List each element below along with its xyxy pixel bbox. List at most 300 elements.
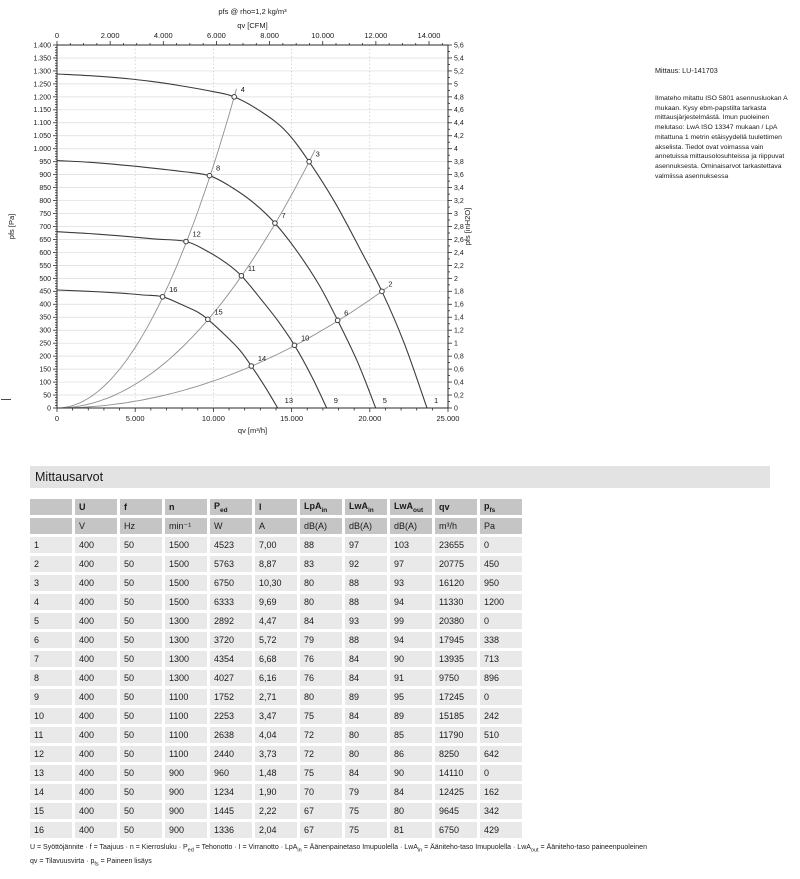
fan-curve bbox=[57, 74, 427, 408]
tick-label-right: 2 bbox=[454, 275, 458, 283]
table-row bbox=[30, 822, 522, 838]
page-fold-mark bbox=[1, 399, 11, 400]
table-cell: 84 bbox=[345, 670, 387, 686]
row-number-cell: 15 bbox=[30, 803, 72, 819]
table-cell: 900 bbox=[165, 784, 207, 800]
tick-label-top: 10.000 bbox=[311, 31, 335, 40]
tick-label-right: 4,2 bbox=[454, 133, 464, 141]
table-cell: 95 bbox=[390, 689, 432, 705]
table-cell: 91 bbox=[390, 670, 432, 686]
table-cell: 93 bbox=[345, 613, 387, 629]
table-cell: 342 bbox=[480, 803, 522, 819]
column-unit: m³/h bbox=[435, 518, 477, 534]
table-cell: 400 bbox=[75, 765, 117, 781]
table-cell: 1500 bbox=[165, 575, 207, 591]
table-cell: 90 bbox=[390, 765, 432, 781]
table-cell: 50 bbox=[120, 822, 162, 838]
system-resistance-curve bbox=[59, 284, 388, 408]
operating-point-label: 6 bbox=[344, 308, 349, 318]
tick-label-top: 6.000 bbox=[207, 31, 226, 40]
table-cell: 80 bbox=[345, 746, 387, 762]
measurement-values-section bbox=[30, 466, 770, 869]
table-cell: 85 bbox=[390, 727, 432, 743]
operating-point-label: 15 bbox=[214, 307, 223, 317]
operating-point-marker bbox=[184, 239, 189, 244]
table-row bbox=[30, 727, 522, 743]
table-cell: 86 bbox=[390, 746, 432, 762]
table-cell: 50 bbox=[120, 689, 162, 705]
table-cell: 72 bbox=[300, 746, 342, 762]
table-cell: 50 bbox=[120, 556, 162, 572]
operating-point-label: 16 bbox=[169, 284, 178, 294]
table-cell: 400 bbox=[75, 670, 117, 686]
table-cell: 1445 bbox=[210, 803, 252, 819]
table-cell: 1752 bbox=[210, 689, 252, 705]
tick-label-left: 350 bbox=[39, 314, 51, 322]
fan-curve bbox=[57, 161, 376, 408]
table-cell: 80 bbox=[300, 575, 342, 591]
table-cell: 50 bbox=[120, 594, 162, 610]
table-cell: 75 bbox=[300, 708, 342, 724]
tick-label-right: 3,4 bbox=[454, 185, 464, 193]
table-cell: 9750 bbox=[435, 670, 477, 686]
tick-label-left: 900 bbox=[39, 172, 51, 180]
table-cell: 2892 bbox=[210, 613, 252, 629]
tick-label-left: 1.300 bbox=[33, 68, 51, 76]
table-cell: 50 bbox=[120, 803, 162, 819]
tick-label-left: 1.200 bbox=[33, 94, 51, 102]
tick-label-left: 1.350 bbox=[33, 55, 51, 63]
tick-label-left: 850 bbox=[39, 185, 51, 193]
table-cell: 400 bbox=[75, 708, 117, 724]
tick-label-top: 8.000 bbox=[260, 31, 279, 40]
table-units-row bbox=[30, 518, 522, 534]
table-cell: 67 bbox=[300, 822, 342, 838]
table-cell: 1234 bbox=[210, 784, 252, 800]
table-row bbox=[30, 594, 522, 610]
table-cell: 950 bbox=[480, 575, 522, 591]
row-number-cell: 2 bbox=[30, 556, 72, 572]
table-cell: 50 bbox=[120, 537, 162, 553]
table-cell: 400 bbox=[75, 651, 117, 667]
operating-point-marker bbox=[160, 294, 165, 299]
fan-curve bbox=[57, 290, 278, 408]
table-cell: 81 bbox=[390, 822, 432, 838]
tick-label-right: 0,2 bbox=[454, 392, 464, 400]
table-cell: 1,48 bbox=[255, 765, 297, 781]
table-cell: 50 bbox=[120, 613, 162, 629]
table-cell: 429 bbox=[480, 822, 522, 838]
table-cell: 76 bbox=[300, 670, 342, 686]
table-cell: 1500 bbox=[165, 594, 207, 610]
table-cell: 4354 bbox=[210, 651, 252, 667]
tick-label-right: 5,2 bbox=[454, 68, 464, 76]
row-number-cell: 12 bbox=[30, 746, 72, 762]
row-number-cell: 16 bbox=[30, 822, 72, 838]
tick-label-bottom: 20.000 bbox=[358, 414, 382, 423]
table-cell: 2440 bbox=[210, 746, 252, 762]
footnote-line-1: U = Syöttöjännite · f = Taajuus · n = Kierrosluku · $P_{ed}$ = Tehonotto · I = Virranotto · LpA$_{in}$ = Äänenpainetaso Imupuolella · LwA$_{in}$ = Ääniteho-taso Imupuolella · LwA$_{out}$ = Ääniteho-taso paineenpuoleinen bbox=[30, 844, 647, 854]
table-cell: 6333 bbox=[210, 594, 252, 610]
table-cell: 80 bbox=[300, 594, 342, 610]
table-row bbox=[30, 689, 522, 705]
table-cell: 88 bbox=[345, 594, 387, 610]
table-cell: 75 bbox=[300, 765, 342, 781]
tick-label-top: 14.000 bbox=[417, 31, 441, 40]
fan-performance-chart bbox=[0, 0, 540, 445]
table-row bbox=[30, 556, 522, 572]
table-cell: 1100 bbox=[165, 727, 207, 743]
table-cell: 4523 bbox=[210, 537, 252, 553]
table-cell: 2,71 bbox=[255, 689, 297, 705]
table-cell: 11330 bbox=[435, 594, 477, 610]
tick-label-right: 4 bbox=[454, 146, 458, 154]
table-cell: 400 bbox=[75, 556, 117, 572]
table-cell: 90 bbox=[390, 651, 432, 667]
tick-label-bottom: 0 bbox=[54, 414, 60, 423]
table-cell: 4027 bbox=[210, 670, 252, 686]
column-header: I bbox=[255, 499, 297, 515]
tick-label-left: 1.150 bbox=[33, 107, 51, 115]
table-cell: 5,72 bbox=[255, 632, 297, 648]
tick-label-right: 0,6 bbox=[454, 366, 464, 374]
tick-label-right: 3,2 bbox=[454, 197, 464, 205]
tick-label-left: 650 bbox=[39, 236, 51, 244]
table-cell: 79 bbox=[300, 632, 342, 648]
operating-point-marker bbox=[335, 318, 340, 323]
table-cell: 1300 bbox=[165, 651, 207, 667]
table-cell: 9645 bbox=[435, 803, 477, 819]
operating-point-label: 5 bbox=[382, 396, 387, 405]
column-header: $P_{ed}$ bbox=[210, 499, 252, 515]
table-cell: 900 bbox=[165, 822, 207, 838]
table-cell: 8250 bbox=[435, 746, 477, 762]
table-cell: 1100 bbox=[165, 708, 207, 724]
table-row bbox=[30, 803, 522, 819]
bottom-axis-title: qv [m³/h] bbox=[237, 426, 268, 435]
system-resistance-curve bbox=[59, 89, 237, 408]
operating-point-label: 1 bbox=[433, 396, 439, 405]
operating-point-marker bbox=[239, 273, 244, 278]
table-cell: 400 bbox=[75, 784, 117, 800]
tick-label-right: 1 bbox=[454, 340, 458, 348]
table-cell: 10,30 bbox=[255, 575, 297, 591]
column-unit: dB(A) bbox=[390, 518, 432, 534]
tick-label-left: 1.400 bbox=[33, 42, 51, 50]
table-cell: 400 bbox=[75, 537, 117, 553]
table-cell: 400 bbox=[75, 803, 117, 819]
table-cell: 0 bbox=[480, 613, 522, 629]
row-number-cell: 13 bbox=[30, 765, 72, 781]
fan-curve bbox=[57, 229, 327, 408]
table-cell: 50 bbox=[120, 727, 162, 743]
table-cell: 88 bbox=[345, 632, 387, 648]
tick-label-top: 0 bbox=[54, 31, 60, 40]
tick-label-left: 450 bbox=[39, 288, 51, 296]
column-header: LwA$_{out}$ bbox=[390, 499, 432, 515]
table-row bbox=[30, 575, 522, 591]
table-cell: 79 bbox=[345, 784, 387, 800]
table-cell: 50 bbox=[120, 784, 162, 800]
operating-point-marker bbox=[249, 364, 254, 369]
table-cell: 400 bbox=[75, 594, 117, 610]
operating-point-label: 11 bbox=[247, 263, 256, 273]
section-title: Mittausarvot bbox=[30, 466, 770, 488]
tick-label-bottom: 25.000 bbox=[436, 414, 460, 423]
table-cell: 67 bbox=[300, 803, 342, 819]
tick-label-right: 0,4 bbox=[454, 379, 464, 387]
tick-label-left: 100 bbox=[39, 379, 51, 387]
tick-label-left: 1.250 bbox=[33, 81, 51, 89]
tick-label-right: 5 bbox=[454, 81, 458, 89]
tick-label-left: 250 bbox=[39, 340, 51, 348]
tick-label-right: 2,2 bbox=[454, 262, 464, 270]
tick-label-bottom: 15.000 bbox=[280, 414, 304, 423]
tick-label-left: 950 bbox=[39, 159, 51, 167]
row-number-cell: 6 bbox=[30, 632, 72, 648]
row-number-cell: 3 bbox=[30, 575, 72, 591]
tick-label-left: 700 bbox=[39, 223, 51, 231]
row-number-cell: 1 bbox=[30, 537, 72, 553]
column-unit: dB(A) bbox=[300, 518, 342, 534]
table-cell: 1300 bbox=[165, 613, 207, 629]
table-cell: 338 bbox=[480, 632, 522, 648]
table-cell: 50 bbox=[120, 575, 162, 591]
row-number-cell: 14 bbox=[30, 784, 72, 800]
operating-point-label: 9 bbox=[333, 396, 338, 405]
table-cell: 83 bbox=[300, 556, 342, 572]
table-cell: 1100 bbox=[165, 689, 207, 705]
table-cell: 92 bbox=[345, 556, 387, 572]
table-cell: 103 bbox=[390, 537, 432, 553]
table-cell: 50 bbox=[120, 708, 162, 724]
operating-point-marker bbox=[292, 343, 297, 348]
column-header: n bbox=[165, 499, 207, 515]
table-row bbox=[30, 670, 522, 686]
tick-label-top: 12.000 bbox=[364, 31, 388, 40]
tick-label-left: 800 bbox=[39, 197, 51, 205]
table-cell: 50 bbox=[120, 746, 162, 762]
operating-point-label: 7 bbox=[281, 211, 286, 221]
tick-label-left: 150 bbox=[39, 366, 51, 374]
footnote-line-2: qv = Tilavuusvirta · $p_{fs}$ = Paineen lisäys bbox=[30, 857, 152, 868]
table-cell: 97 bbox=[345, 537, 387, 553]
tick-label-bottom: 10.000 bbox=[201, 414, 225, 423]
table-row bbox=[30, 746, 522, 762]
operating-point-marker bbox=[207, 173, 212, 178]
table-cell: 70 bbox=[300, 784, 342, 800]
table-cell: 84 bbox=[345, 651, 387, 667]
tick-label-left: 1.000 bbox=[33, 146, 51, 154]
row-number-cell: 9 bbox=[30, 689, 72, 705]
operating-point-label: 13 bbox=[284, 396, 294, 405]
table-corner-cell bbox=[30, 518, 72, 534]
operating-point-marker bbox=[273, 221, 278, 226]
tick-label-right: 5,4 bbox=[454, 55, 464, 63]
table-cell: 6,68 bbox=[255, 651, 297, 667]
table-cell: 75 bbox=[345, 803, 387, 819]
row-number-cell: 10 bbox=[30, 708, 72, 724]
table-row bbox=[30, 765, 522, 781]
operating-point-marker bbox=[206, 317, 211, 322]
table-cell: 2638 bbox=[210, 727, 252, 743]
table-cell: 400 bbox=[75, 822, 117, 838]
table-cell: 713 bbox=[480, 651, 522, 667]
table-cell: 1100 bbox=[165, 746, 207, 762]
table-cell: 20380 bbox=[435, 613, 477, 629]
tick-label-left: 400 bbox=[39, 301, 51, 309]
table-cell: 3,47 bbox=[255, 708, 297, 724]
table-cell: 89 bbox=[345, 689, 387, 705]
table-cell: 3720 bbox=[210, 632, 252, 648]
table-cell: 1200 bbox=[480, 594, 522, 610]
tick-label-right: 3,6 bbox=[454, 172, 464, 180]
table-cell: 93 bbox=[390, 575, 432, 591]
table-cell: 400 bbox=[75, 746, 117, 762]
tick-label-right: 0 bbox=[454, 405, 458, 413]
tick-label-right: 3,8 bbox=[454, 159, 464, 167]
table-cell: 242 bbox=[480, 708, 522, 724]
row-number-cell: 8 bbox=[30, 670, 72, 686]
table-cell: 6750 bbox=[210, 575, 252, 591]
tick-label-right: 1,2 bbox=[454, 327, 464, 335]
table-cell: 20775 bbox=[435, 556, 477, 572]
column-header: LpA$_{in}$ bbox=[300, 499, 342, 515]
table-cell: 510 bbox=[480, 727, 522, 743]
row-number-cell: 11 bbox=[30, 727, 72, 743]
tick-label-left: 1.050 bbox=[33, 133, 51, 141]
right-axis-title: pfs [inH2O] bbox=[463, 207, 472, 246]
table-cell: 1,90 bbox=[255, 784, 297, 800]
tick-label-right: 0,8 bbox=[454, 353, 464, 361]
table-cell: 3,73 bbox=[255, 746, 297, 762]
row-number-cell: 5 bbox=[30, 613, 72, 629]
table-cell: 17945 bbox=[435, 632, 477, 648]
table-cell: 900 bbox=[165, 803, 207, 819]
row-number-cell: 7 bbox=[30, 651, 72, 667]
table-cell: 1500 bbox=[165, 556, 207, 572]
column-unit: dB(A) bbox=[345, 518, 387, 534]
tick-label-right: 1,8 bbox=[454, 288, 464, 296]
tick-label-left: 600 bbox=[39, 249, 51, 257]
table-cell: 400 bbox=[75, 689, 117, 705]
table-row bbox=[30, 708, 522, 724]
table-cell: 88 bbox=[300, 537, 342, 553]
table-row bbox=[30, 651, 522, 667]
table-cell: 896 bbox=[480, 670, 522, 686]
table-cell: 15185 bbox=[435, 708, 477, 724]
table-cell: 11790 bbox=[435, 727, 477, 743]
operating-point-label: 12 bbox=[192, 229, 201, 239]
tick-label-bottom: 5.000 bbox=[125, 414, 145, 423]
table-cell: 84 bbox=[390, 784, 432, 800]
column-header: $p_{fs}$ bbox=[480, 499, 522, 515]
tick-label-right: 5,6 bbox=[454, 42, 464, 50]
tick-label-left: 200 bbox=[39, 353, 51, 361]
measurement-table bbox=[27, 496, 525, 841]
chart-title: pfs @ rho=1,2 kg/m³ bbox=[218, 7, 287, 16]
table-cell: 76 bbox=[300, 651, 342, 667]
table-cell: 960 bbox=[210, 765, 252, 781]
table-cell: 12425 bbox=[435, 784, 477, 800]
measurement-id: Mittaus: LU-141703 bbox=[655, 66, 718, 75]
tick-label-right: 3 bbox=[454, 210, 458, 218]
table-cell: 2253 bbox=[210, 708, 252, 724]
table-header-row bbox=[30, 499, 522, 515]
tick-label-right: 4,8 bbox=[454, 94, 464, 102]
table-cell: 50 bbox=[120, 632, 162, 648]
table-row bbox=[30, 784, 522, 800]
table-cell: 400 bbox=[75, 575, 117, 591]
tick-label-left: 1.100 bbox=[33, 120, 51, 128]
table-cell: 50 bbox=[120, 765, 162, 781]
table-cell: 50 bbox=[120, 670, 162, 686]
table-cell: 80 bbox=[345, 727, 387, 743]
column-unit: A bbox=[255, 518, 297, 534]
tick-label-right: 4,4 bbox=[454, 120, 464, 128]
operating-point-label: 8 bbox=[215, 163, 221, 173]
table-cell: 2,04 bbox=[255, 822, 297, 838]
column-header: LwA$_{in}$ bbox=[345, 499, 387, 515]
table-cell: 99 bbox=[390, 613, 432, 629]
operating-point-marker bbox=[232, 95, 237, 100]
table-cell: 13935 bbox=[435, 651, 477, 667]
column-unit: min⁻¹ bbox=[165, 518, 207, 534]
table-cell: 6750 bbox=[435, 822, 477, 838]
table-cell: 84 bbox=[345, 765, 387, 781]
table-cell: 88 bbox=[345, 575, 387, 591]
table-cell: 2,22 bbox=[255, 803, 297, 819]
table-cell: 6,16 bbox=[255, 670, 297, 686]
table-cell: 84 bbox=[300, 613, 342, 629]
table-cell: 97 bbox=[390, 556, 432, 572]
column-unit: W bbox=[210, 518, 252, 534]
tick-label-right: 2,6 bbox=[454, 236, 464, 244]
table-cell: 1300 bbox=[165, 632, 207, 648]
table-cell: 400 bbox=[75, 727, 117, 743]
tick-label-right: 1,4 bbox=[454, 314, 464, 322]
table-cell: 1336 bbox=[210, 822, 252, 838]
column-unit: Pa bbox=[480, 518, 522, 534]
table-cell: 94 bbox=[390, 632, 432, 648]
column-header: U bbox=[75, 499, 117, 515]
table-cell: 23655 bbox=[435, 537, 477, 553]
operating-point-label: 10 bbox=[300, 333, 310, 343]
column-unit: Hz bbox=[120, 518, 162, 534]
table-cell: 9,69 bbox=[255, 594, 297, 610]
tick-label-right: 2,8 bbox=[454, 223, 464, 231]
table-row bbox=[30, 537, 522, 553]
table-cell: 4,47 bbox=[255, 613, 297, 629]
tick-label-right: 4,6 bbox=[454, 107, 464, 115]
operating-point-marker bbox=[380, 289, 385, 294]
tick-label-top: 2.000 bbox=[100, 31, 120, 40]
operating-point-marker bbox=[307, 159, 312, 164]
table-cell: 16120 bbox=[435, 575, 477, 591]
table-cell: 1500 bbox=[165, 537, 207, 553]
tick-label-left: 50 bbox=[43, 392, 51, 400]
column-unit: V bbox=[75, 518, 117, 534]
table-cell: 75 bbox=[345, 822, 387, 838]
table-row bbox=[30, 632, 522, 648]
top-axis-title: qv [CFM] bbox=[237, 21, 268, 30]
table-cell: 84 bbox=[345, 708, 387, 724]
table-cell: 72 bbox=[300, 727, 342, 743]
table-cell: 8,87 bbox=[255, 556, 297, 572]
table-cell: 5763 bbox=[210, 556, 252, 572]
left-axis-title: pfs [Pa] bbox=[7, 213, 16, 240]
table-cell: 162 bbox=[480, 784, 522, 800]
